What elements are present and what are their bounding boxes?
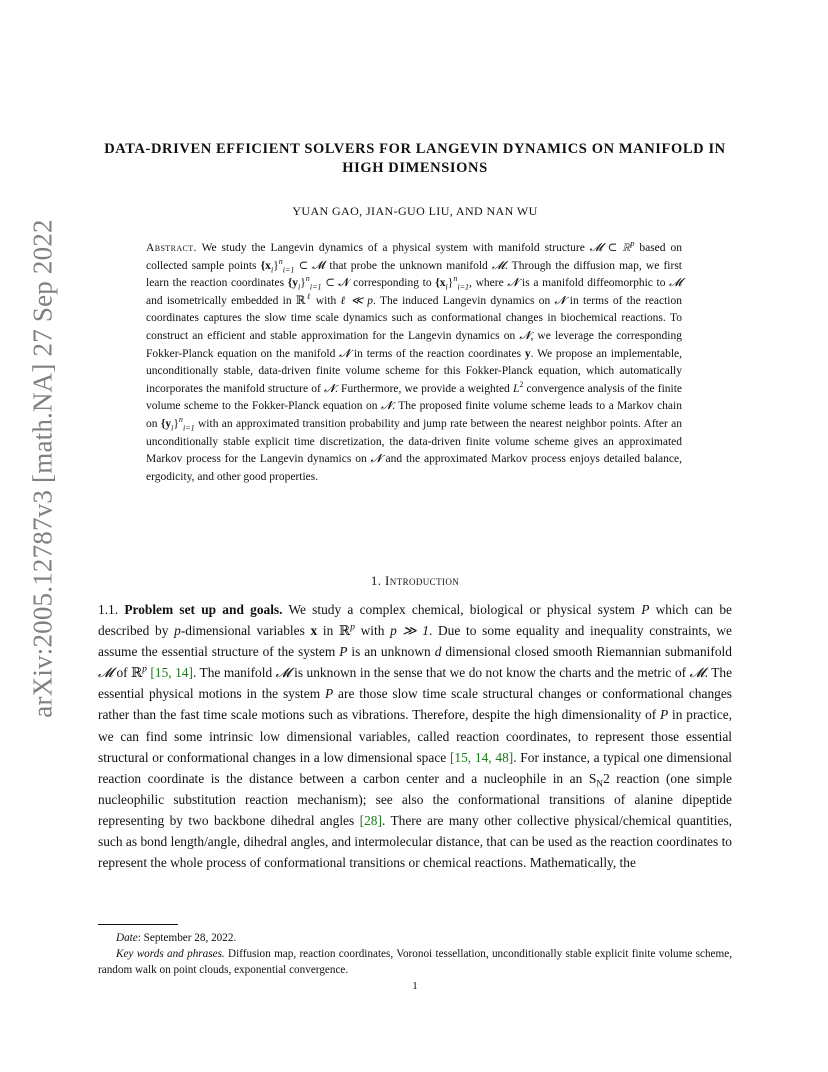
page-number: 1 (412, 980, 418, 992)
arxiv-identifier-text: arXiv:2005.12787v3 [math.NA] 27 Sep 2022 (27, 218, 58, 718)
body-paragraph: 1.1. Problem set up and goals. We study a complex chemical, biological or physical system P which can be described by p-dimensional variables x in ℝ$^p$ with p ≫ 1. Due to some equality and inequality constraints, we assume the essential structure of the system P is an unknown d dimensional closed smooth Riemannian submanifold 𝓜 of ℝ$^p$ [15, 14]. The manifold 𝓜 is unknown in the sense that we do not know the charts and the metric of 𝓜. The essential physical motions in the system P are those slow time scale structural changes or conformational changes rather than the fast time scale motions such as vibrations. Therefore, despite the high dimensionality of P in practice, we can find some intrinsic low dimensional variables, called reaction coordinates, to represent those essential structural or conformational changes in a low dimensional space [15, 14, 48]. For instance, a typical one dimensional reaction coordinate is the distance between a carbon center and a nucleophile in an $S_N2$ reaction (one simple nucleophilic substitution reaction mechanism); see also the conformational transitions of alanine dipeptide representing by two backbone dihedral angles [28]. There are many other collective physical/chemical quantities, such as bond length/angle, dihedral angles, and intermolecular distance, that can be used as the reaction coordinates to represent the whole process of conformational transitions or chemical reactions. Mathematically, the (98, 602, 733, 871)
citation-link[interactable]: [15, 14, 48] (449, 749, 514, 765)
citation-link[interactable]: [15, 14] (150, 665, 193, 681)
section-number: 1. (370, 573, 382, 588)
paper-title: DATA-DRIVEN EFFICIENT SOLVERS FOR LANGEVIN DYNAMICS ON MANIFOLD IN HIGH DIMENSIONS (104, 141, 726, 176)
footnote-keywords: Key words and phrases. Diffusion map, reaction coordinates, Voronoi tessellation, unconditionally stable explicit finite volume scheme, random walk on point clouds, exponential convergence. (98, 948, 732, 976)
abstract: Abstract. We study the Langevin dynamics of a physical system with manifold structure 𝓜 ⊂ ℝ$^p$ based on collected sample points $\{x_i\}^n_{i=1}$ ⊂ 𝓜 that probe the unknown manifold 𝓜. Through the diffusion map, we first learn the reaction coordinates $\{y_i\}^n_{i=1}$ ⊂ 𝓝 corresponding to $\{x_i\}^n_{i=1}$, where 𝓝 is a manifold diffeomorphic to 𝓜 and isometrically embedded in ℝ$^\ell$ with ℓ ≪ p. The induced Langevin dynamics on 𝓝 in terms of the reaction coordinates captures the slow time scale dynamics such as conformational changes in biochemical reactions. To construct an efficient and stable approximation for the Langevin dynamics on 𝓝, we leverage the corresponding Fokker-Planck equation on the manifold 𝓝 in terms of the reaction coordinates y. We propose an implementable, unconditionally stable, data-driven finite volume scheme for this Fokker-Planck equation, which automatically incorporates the manifold structure of 𝓝. Furthermore, we provide a weighted $L^2$ convergence analysis of the finite volume scheme to the Fokker-Planck equation on 𝓝. The proposed finite volume scheme leads to a Markov chain on $\{y_i\}^n_{i=1}$ with an approximated transition probability and jump rate between the nearest neighbor points. After an unconditionally stable explicit time discretization, the data-driven finite volume scheme gives an approximated Markov process for the Langevin dynamics on 𝓝 and the approximated Markov process enjoys detailed balance, ergodicity, and other good properties. (146, 239, 683, 483)
section-heading (100, 573, 730, 589)
abstract-heading: Abstract. (146, 242, 197, 254)
footnote-date: Date: September 28, 2022. (116, 932, 237, 944)
paper-authors: YUAN GAO, JIAN-GUO LIU, AND NAN WU (292, 204, 538, 218)
citation-link[interactable]: [28] (359, 812, 382, 828)
footnotes (98, 930, 732, 978)
subsection-number: 1.1. (98, 602, 119, 617)
section-title: Introduction (385, 573, 460, 588)
footnote-rule (98, 924, 178, 925)
subsection-title: Problem set up and goals. (124, 602, 283, 617)
arxiv-identifier (18, 218, 68, 718)
